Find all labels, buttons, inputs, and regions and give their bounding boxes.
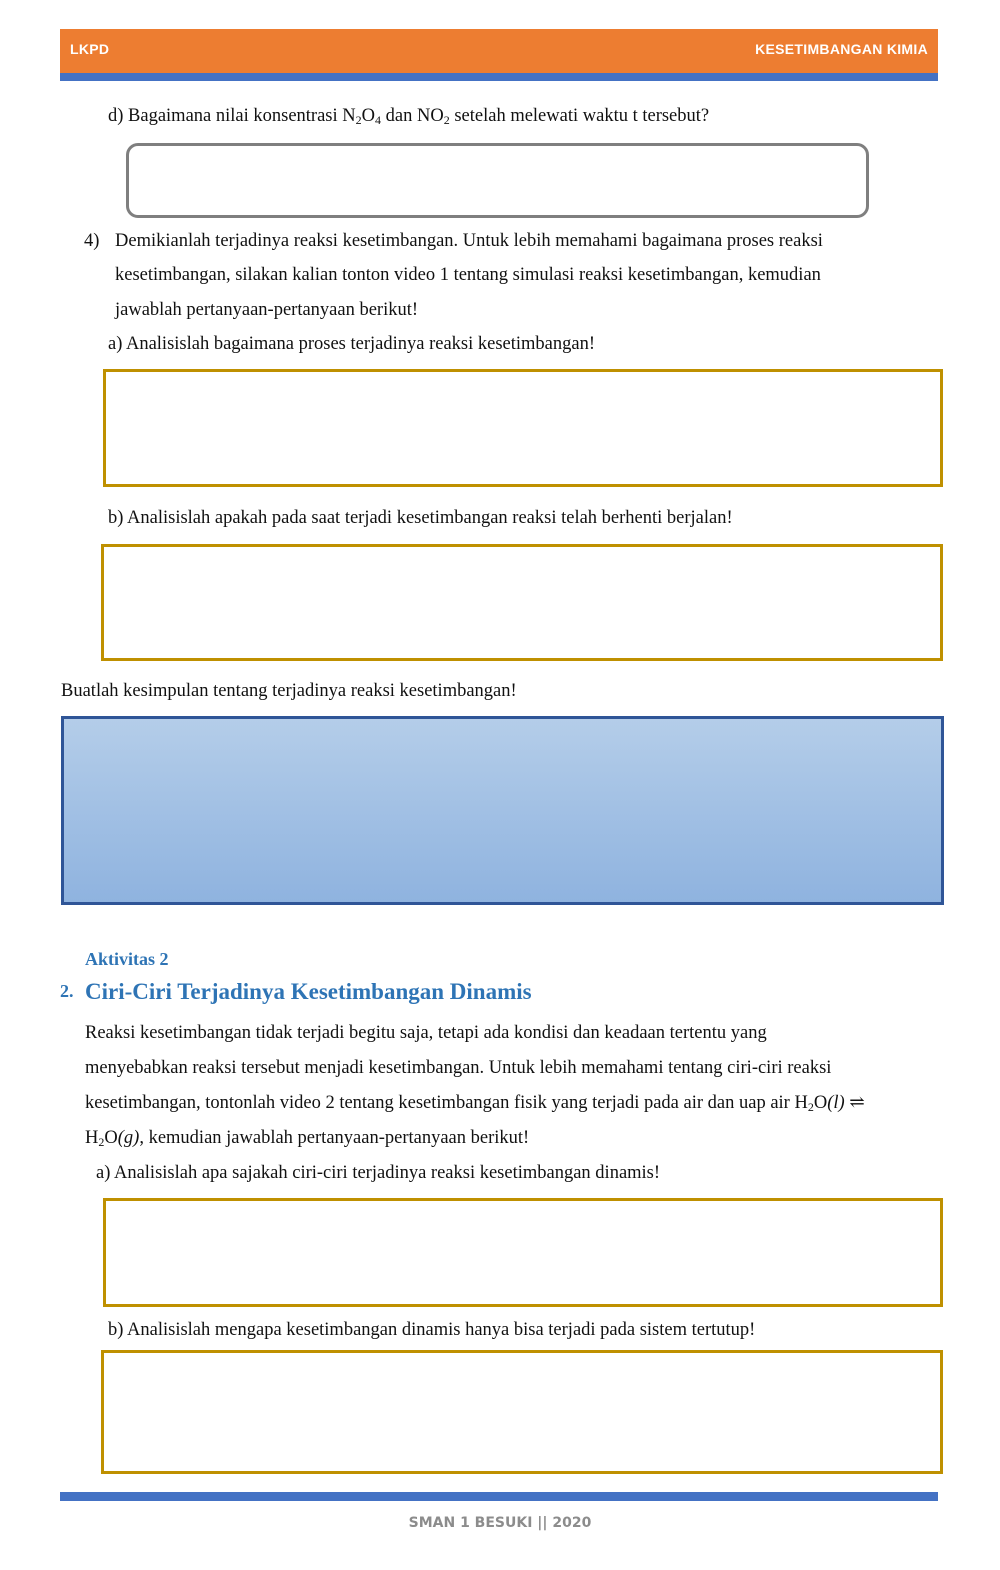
header-left-label: LKPD	[70, 41, 110, 57]
item-4-line-1: Demikianlah terjadinya reaksi kesetimbangan. Untuk lebih memahami bagaimana proses reaksi	[115, 231, 823, 251]
answer-box-d[interactable]	[126, 143, 869, 218]
section-title: Ciri-Ciri Terjadinya Kesetimbangan Dinamis	[85, 979, 532, 1004]
header-right-label: KESETIMBANGAN KIMIA	[755, 41, 928, 57]
activity-line-1: Reaksi kesetimbangan tidak terjadi begitu saja, tetapi ada kondisi dan keadaan tertentu yang	[85, 1023, 767, 1043]
answer-box-4b[interactable]	[101, 544, 943, 661]
answer-box-2b[interactable]	[101, 1350, 943, 1474]
header-divider	[60, 73, 938, 81]
activity-line-3: kesetimbangan, tontonlah video 2 tentang kesetimbangan fisik yang terjadi pada air dan uap air $H_2O(l)$ ⇌	[85, 1093, 865, 1114]
item-4-line-2: kesetimbangan, silakan kalian tonton video 1 tentang simulasi reaksi kesetimbangan, kemudian	[115, 265, 821, 285]
activity-label: Aktivitas 2	[85, 949, 169, 969]
conclusion-prompt: Buatlah kesimpulan tentang terjadinya reaksi kesetimbangan!	[61, 681, 517, 701]
question-2b: b) Analisislah mengapa kesetimbangan dinamis hanya bisa terjadi pada sistem tertutup!	[108, 1320, 756, 1340]
item-4-number: 4)	[84, 231, 100, 251]
answer-box-4a[interactable]	[103, 369, 943, 487]
activity-line-2: menyebabkan reaksi tersebut menjadi kesetimbangan. Untuk lebih memahami tentang ciri-ciri reaksi	[85, 1058, 832, 1078]
conclusion-box[interactable]	[61, 716, 944, 905]
answer-box-2a[interactable]	[103, 1198, 943, 1307]
question-d: d) Bagaimana nilai konsentrasi $N_2O_4$ dan $NO_2$ setelah melewati waktu t tersebut?	[108, 106, 710, 127]
activity-line-4: $H_2O(g)$, kemudian jawablah pertanyaan-pertanyaan berikut!	[85, 1128, 530, 1149]
item-4-line-3: jawablah pertanyaan-pertanyaan berikut!	[115, 300, 419, 320]
footer-text: SMAN 1 BESUKI || 2020	[408, 1515, 592, 1531]
question-4b: b) Analisislah apakah pada saat terjadi kesetimbangan reaksi telah berhenti berjalan!	[108, 508, 733, 528]
question-4a: a) Analisislah bagaimana proses terjadinya reaksi kesetimbangan!	[108, 334, 595, 354]
question-2a: a) Analisislah apa sajakah ciri-ciri terjadinya reaksi kesetimbangan dinamis!	[96, 1163, 661, 1183]
section-number: 2.	[60, 981, 74, 1001]
footer-divider	[60, 1492, 938, 1501]
